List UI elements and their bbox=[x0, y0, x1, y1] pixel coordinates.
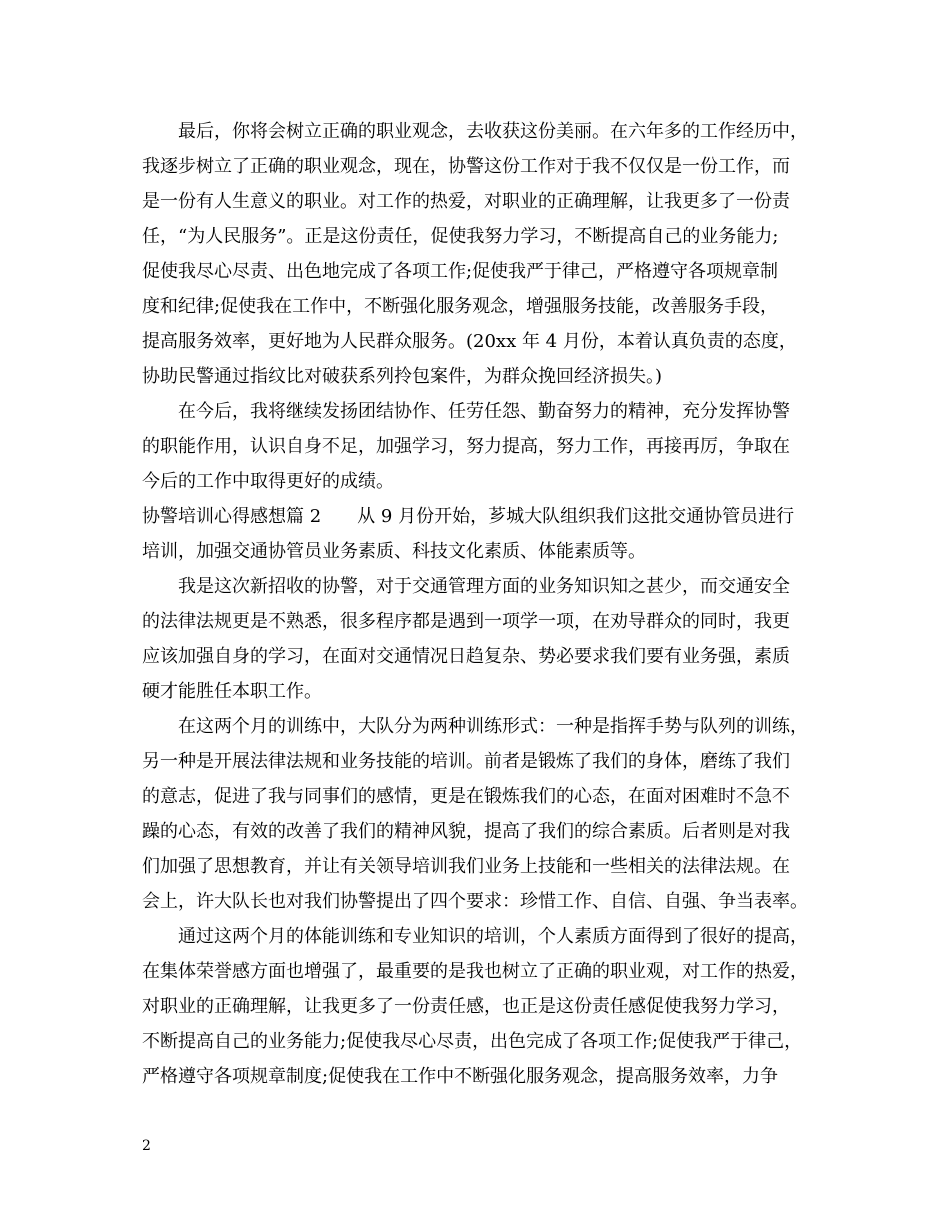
text-line: 会上，许大队长也对我们协警提出了四个要求：珍惜工作、自信、自强、争当表率。 bbox=[142, 891, 808, 912]
text-line: 在这两个月的训练中，大队分为两种训练形式：一种是指挥手势与队列的训练， bbox=[178, 716, 808, 737]
text-line: 提高服务效率，更好地为人民群众服务。(20xx 年 4 月份，本着认真负责的态度， bbox=[142, 331, 797, 352]
text-line: 在今后，我将继续发扬团结协作、任劳任怨、勤奋努力的精神，充分发挥协警 bbox=[178, 401, 790, 422]
text-line: 的职能作用，认识自身不足，加强学习，努力提高，努力工作，再接再厉，争取在 bbox=[142, 436, 790, 457]
text-line: 硬才能胜任本职工作。 bbox=[142, 681, 322, 702]
text-line: 严格遵守各项规章制度;促使我在工作中不断强化服务观念，提高服务效率，力争 bbox=[142, 1066, 779, 1087]
text-line: 是一份有人生意义的职业。对工作的热爱，对职业的正确理解，让我更多了一份责 bbox=[142, 191, 790, 212]
text-line: 我是这次新招收的协警，对于交通管理方面的业务知识知之甚少，而交通安全 bbox=[178, 576, 790, 597]
text-line: 对职业的正确理解，让我更多了一份责任感，也正是这份责任感促使我努力学习， bbox=[142, 996, 790, 1017]
page-number: 2 bbox=[142, 1138, 151, 1154]
text-line: 协助民警通过指纹比对破获系列拎包案件，为群众挽回经济损失。) bbox=[142, 366, 663, 387]
text-line: 在集体荣誉感方面也增强了，最重要的是我也树立了正确的职业观，对工作的热爱， bbox=[142, 961, 808, 982]
text-line: 任，“为人民服务”。正是这份责任，促使我努力学习，不断提高自己的业务能力; bbox=[142, 226, 779, 247]
text-line: 的意志，促进了我与同事们的感情，更是在锻炼我们的心态，在面对困难时不急不 bbox=[142, 786, 790, 807]
text-line: 度和纪律;促使我在工作中，不断强化服务观念，增强服务技能，改善服务手段， bbox=[142, 296, 779, 317]
text-line: 们加强了思想教育，并让有关领导培训我们业务上技能和一些相关的法律法规。在 bbox=[142, 856, 790, 877]
section-heading-line: 协警培训心得感想篇 2 从 9 月份开始，芗城大队组织我们这批交通协管员进行 bbox=[142, 506, 795, 527]
text-line: 通过这两个月的体能训练和专业知识的培训，个人素质方面得到了很好的提高， bbox=[178, 926, 808, 947]
body-text bbox=[142, 114, 812, 1094]
text-line: 我逐步树立了正确的职业观念，现在，协警这份工作对于我不仅仅是一份工作，而 bbox=[142, 156, 790, 177]
text-line: 应该加强自身的学习，在面对交通情况日趋复杂、势必要求我们要有业务强，素质 bbox=[142, 646, 790, 667]
text-line: 今后的工作中取得更好的成绩。 bbox=[142, 471, 394, 492]
text-line: 培训，加强交通协管员业务素质、科技文化素质、体能素质等。 bbox=[142, 541, 646, 562]
text-line: 另一种是开展法律法规和业务技能的培训。前者是锻炼了我们的身体，磨练了我们 bbox=[142, 751, 790, 772]
text-line: 促使我尽心尽责、出色地完成了各项工作;促使我严于律己，严格遵守各项规章制 bbox=[142, 261, 779, 282]
text-line: 不断提高自己的业务能力;促使我尽心尽责，出色完成了各项工作;促使我严于律己， bbox=[142, 1031, 803, 1052]
text-line: 躁的心态，有效的改善了我们的精神风貌，提高了我们的综合素质。后者则是对我 bbox=[142, 821, 790, 842]
text-line: 最后，你将会树立正确的职业观念，去收获这份美丽。在六年多的工作经历中， bbox=[178, 121, 808, 142]
text-line: 的法律法规更是不熟悉，很多程序都是遇到一项学一项，在劝导群众的同时，我更 bbox=[142, 611, 790, 632]
